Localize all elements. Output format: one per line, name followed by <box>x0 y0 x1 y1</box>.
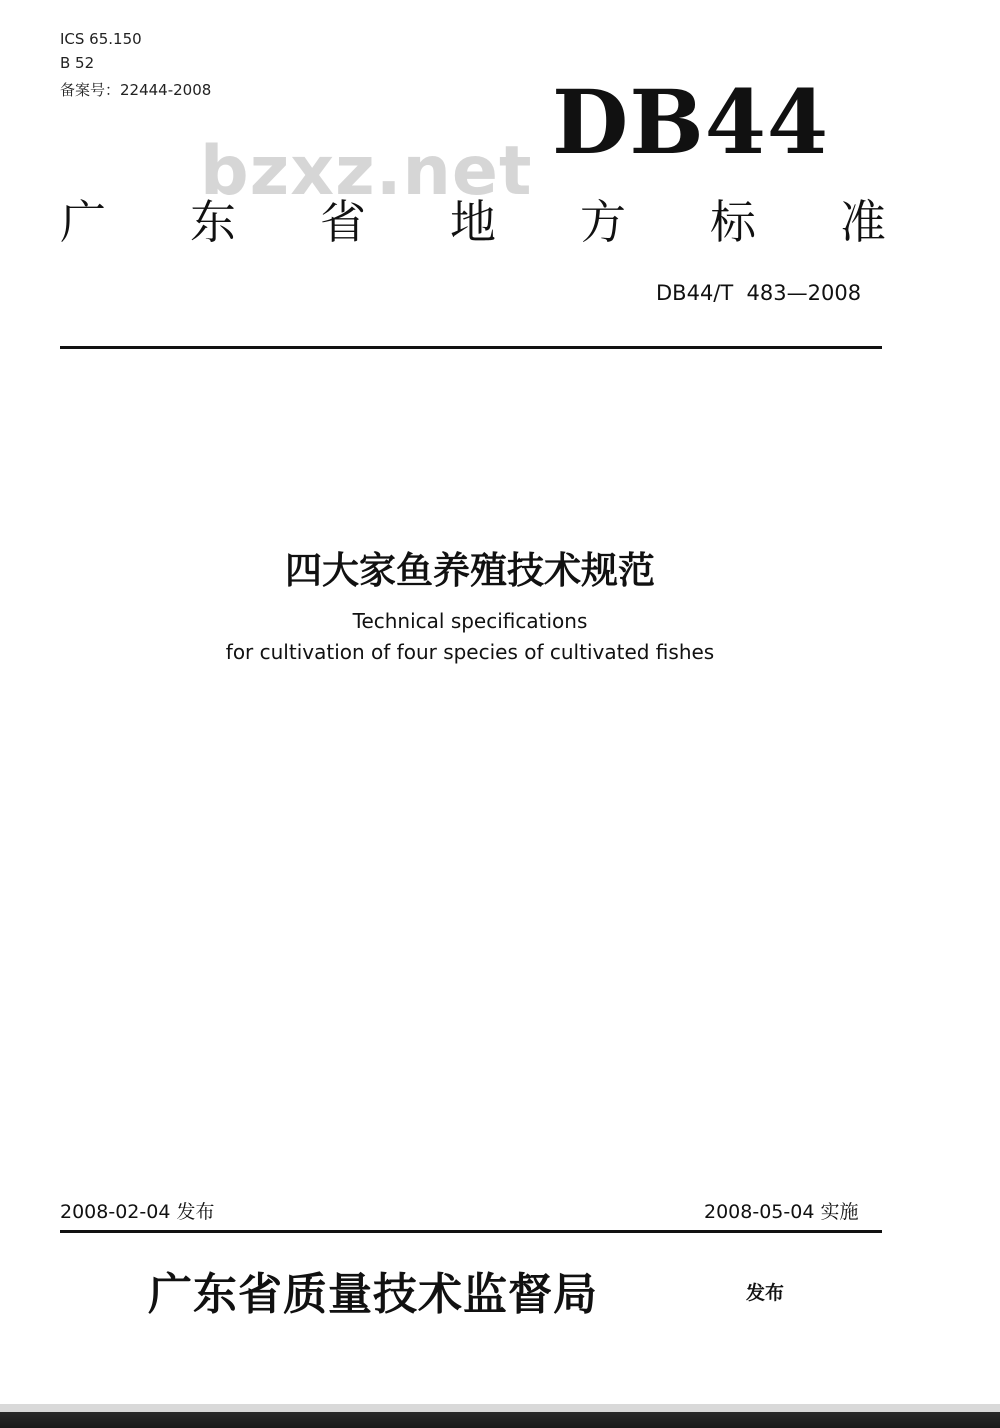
standard-type-char: 地 <box>450 195 496 249</box>
standard-type-char: 准 <box>840 195 886 249</box>
standard-number: DB44/T 483—2008 <box>656 281 862 305</box>
ics-code: ICS 65.150 <box>60 30 142 48</box>
standard-type-char: 标 <box>710 195 756 249</box>
standard-type-char: 方 <box>580 195 626 249</box>
db44-logo: DB44 <box>552 70 830 174</box>
issuer-suffix: 发布 <box>746 1282 785 1304</box>
title-english-line1: Technical specifications <box>352 609 588 633</box>
standard-type-char: 广 <box>60 195 106 249</box>
header-divider <box>60 346 882 349</box>
issuer-name: 广东省质量技术监督局 <box>148 1269 598 1320</box>
title-english-line2: for cultivation of four species of cultivated fishes <box>225 640 715 664</box>
standard-type-char: 省 <box>320 195 366 249</box>
watermark: bzxz.net <box>200 132 533 211</box>
issue-date: 2008-02-04 发布 <box>60 1201 215 1223</box>
footer-divider <box>60 1230 882 1233</box>
standard-type-heading <box>60 186 886 252</box>
classification-code: B 52 <box>60 54 95 72</box>
standard-type-char: 东 <box>190 195 236 249</box>
implement-date: 2008-05-04 实施 <box>704 1201 859 1223</box>
record-number: 备案号：22444-2008 <box>60 81 212 99</box>
scan-edge-band <box>0 1404 1000 1428</box>
title-chinese: 四大家鱼养殖技术规范 <box>285 549 655 592</box>
